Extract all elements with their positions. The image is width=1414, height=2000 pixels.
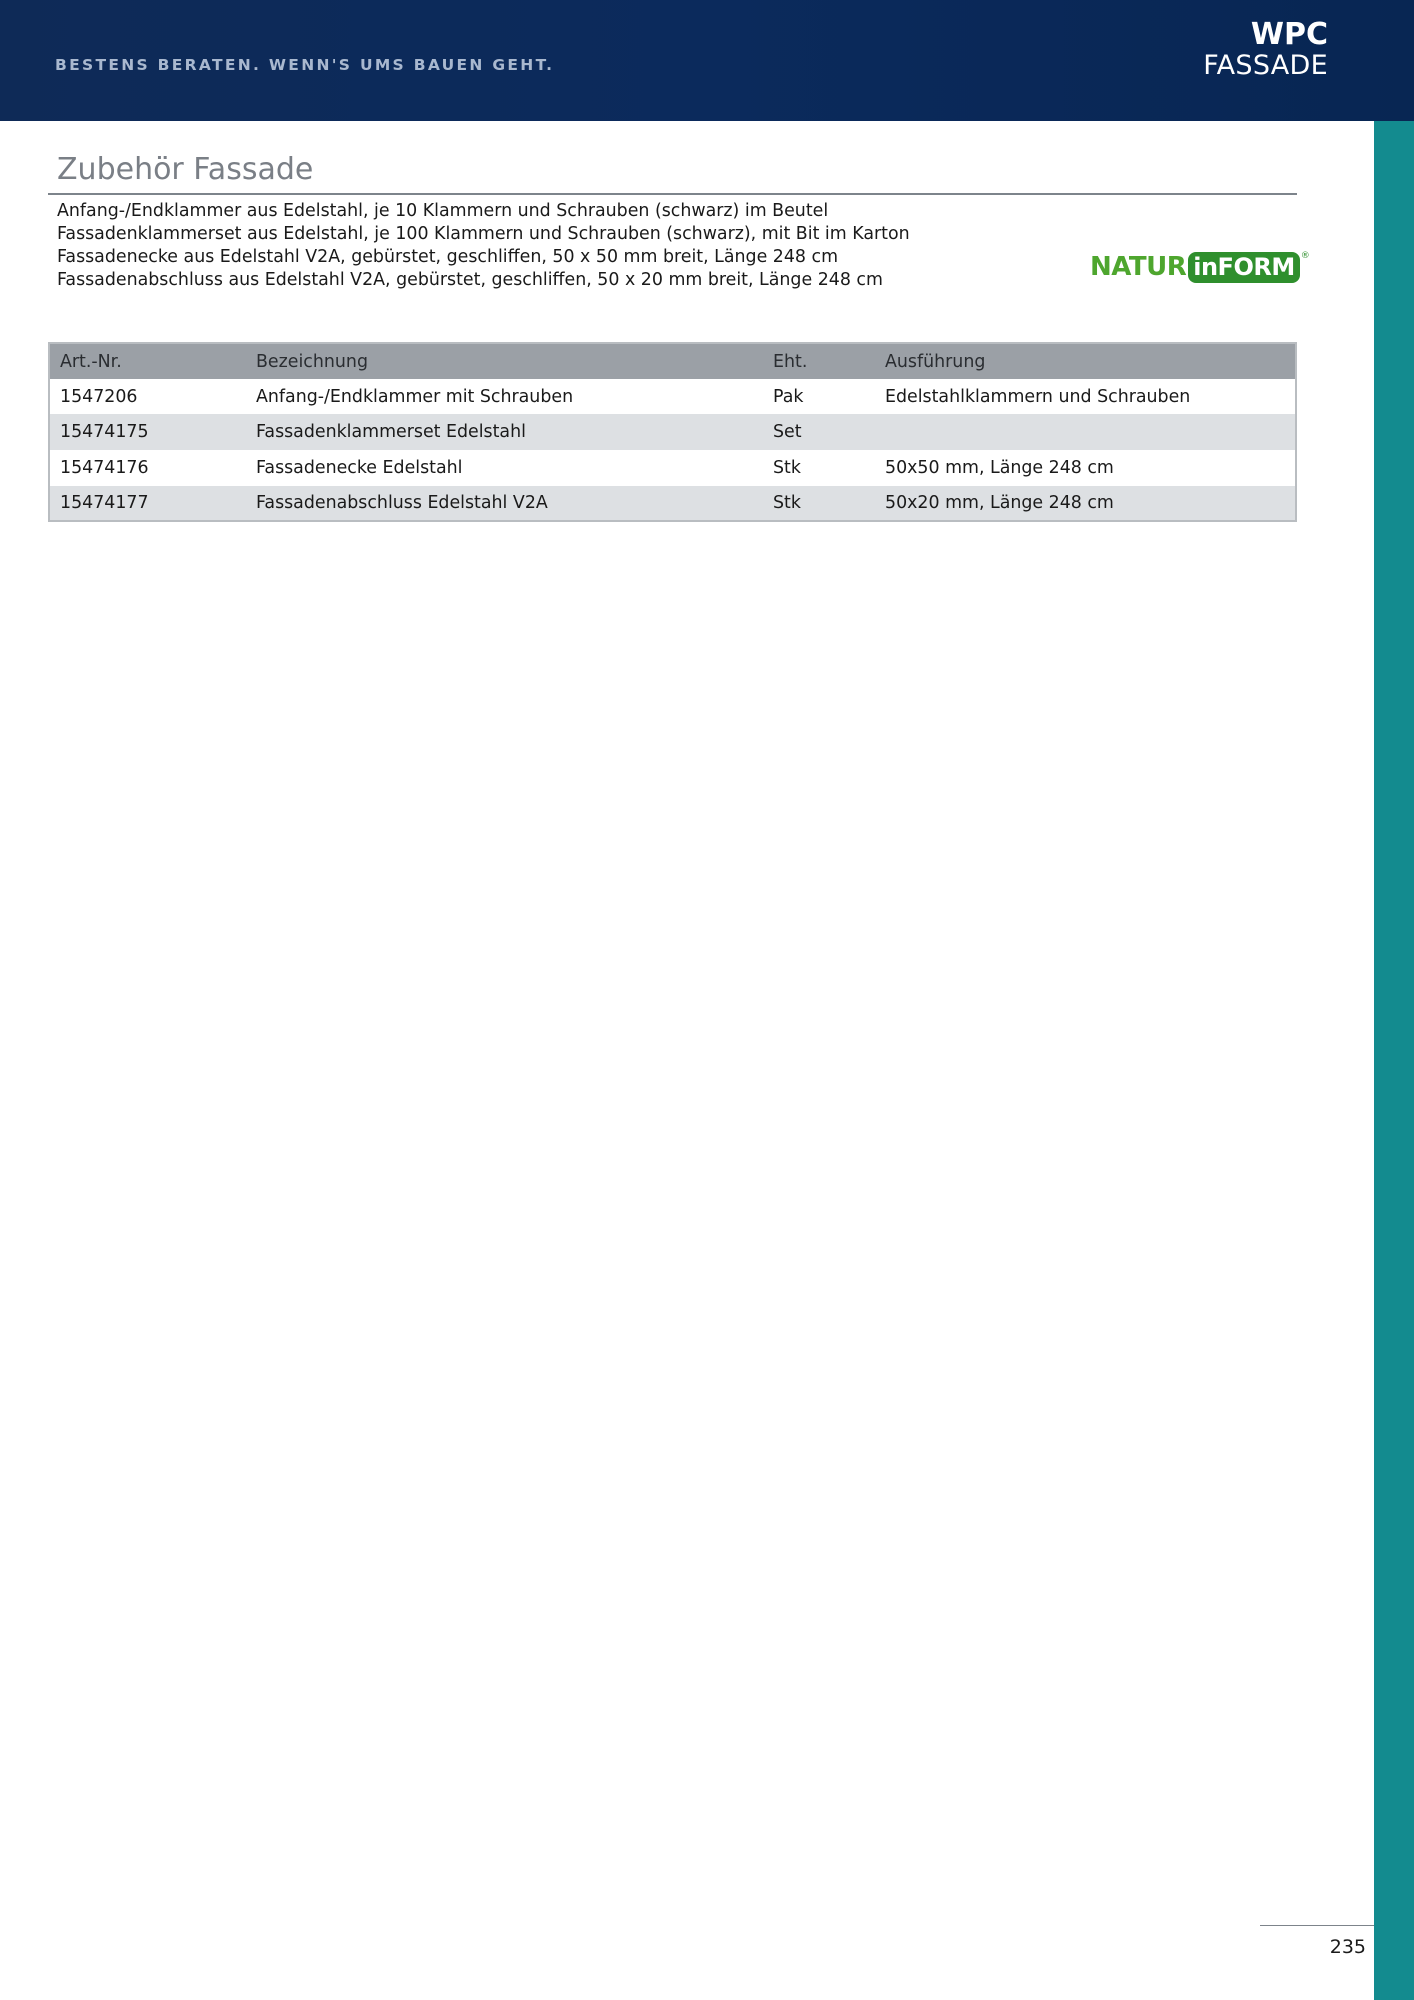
cell-article-number: 1547206 [60,386,138,407]
cell-designation: Anfang-/Endklammer mit Schrauben [256,386,574,407]
table-row [50,414,1295,450]
column-header-article-number: Art.-Nr. [60,351,122,372]
cell-version: Edelstahlklammern und Schrauben [885,386,1191,407]
page-header [0,0,1414,121]
cell-version: 50x20 mm, Länge 248 cm [885,493,1114,513]
header-tagline: BESTENS BERATEN. WENN'S UMS BAUEN GEHT. [55,56,555,74]
cell-unit: Stk [773,458,801,478]
cell-article-number: 15474175 [60,422,149,442]
cell-unit: Stk [773,493,801,513]
cell-unit: Pak [773,386,804,407]
logo-inform-text: inFORM [1188,252,1299,283]
column-header-unit: Eht. [773,351,808,372]
cell-article-number: 15474176 [60,458,149,478]
page-number: 235 [1329,1936,1366,1958]
product-description [57,200,957,292]
cell-unit: Set [773,422,802,442]
column-header-designation: Bezeichnung [256,351,368,372]
footer-divider [1260,1925,1374,1926]
header-category: WPC [1250,17,1328,52]
title-divider [48,193,1297,195]
table-row [50,486,1295,520]
description-line: Fassadenecke aus Edelstahl V2A, gebürstet, geschliffen, 50 x 50 mm breit, Länge 248 cm [57,247,839,267]
table-row [50,450,1295,486]
description-line: Fassadenabschluss aus Edelstahl V2A, gebürstet, geschliffen, 50 x 20 mm breit, Länge 248 cm [57,270,883,290]
cell-article-number: 15474177 [60,493,149,513]
cell-designation: Fassadenklammerset Edelstahl [256,422,526,442]
cell-designation: Fassadenecke Edelstahl [256,458,463,478]
header-subcategory: FASSADE [1203,50,1328,81]
section-title: Zubehör Fassade [57,152,314,187]
product-table [48,342,1297,522]
side-accent-bar [1374,121,1414,2000]
cell-designation: Fassadenabschluss Edelstahl V2A [256,493,548,513]
cell-version: 50x50 mm, Länge 248 cm [885,458,1114,478]
naturinform-logo [1090,242,1310,292]
description-line: Anfang-/Endklammer aus Edelstahl, je 10 Klammern und Schrauben (schwarz) im Beutel [57,201,829,221]
column-header-version: Ausführung [885,351,986,372]
description-line: Fassadenklammerset aus Edelstahl, je 100 Klammern und Schrauben (schwarz), mit Bit im Karton [57,224,910,244]
table-row [50,379,1295,414]
logo-natur-text: NATUR [1090,252,1187,282]
table-header-row [50,344,1295,379]
logo-registered-mark: ® [1300,251,1310,261]
